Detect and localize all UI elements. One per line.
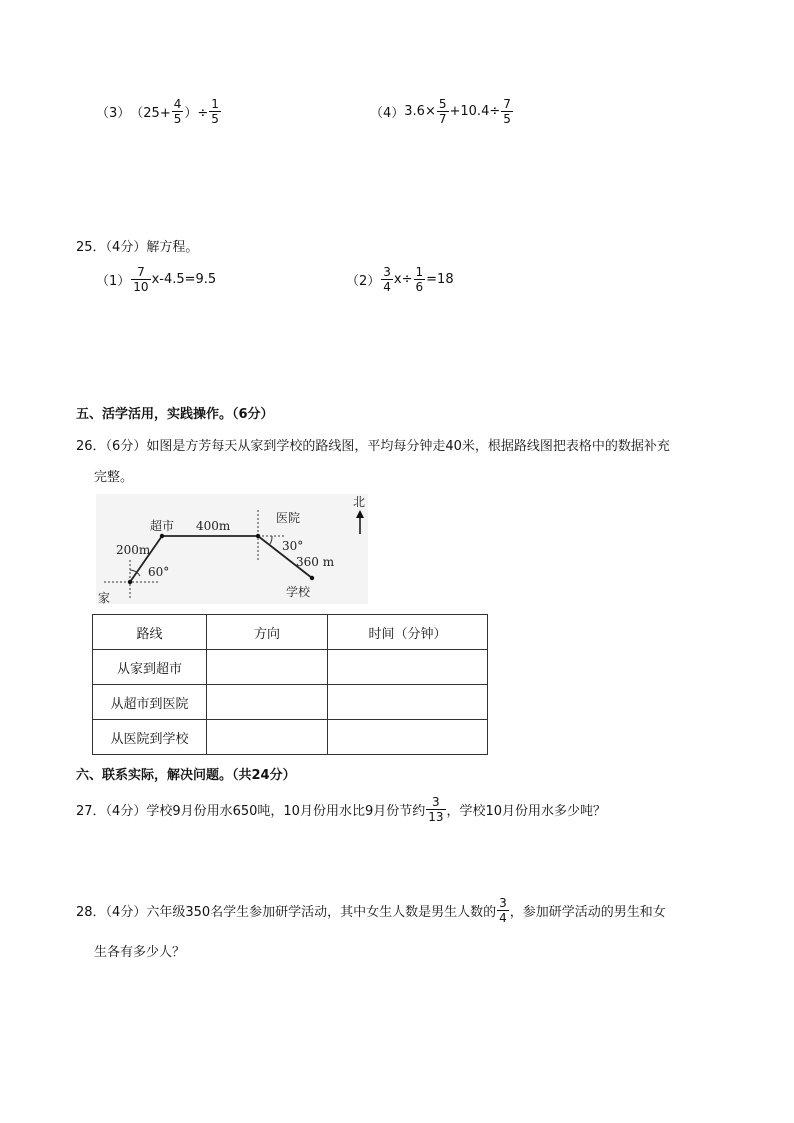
label-distance-200: 200m — [116, 543, 151, 557]
q24-part3-label: （3） — [96, 106, 131, 121]
route-diagram — [96, 494, 368, 604]
label-angle-60: 60° — [148, 565, 170, 579]
table-row — [93, 720, 488, 755]
section-6-title: 六、联系实际，解决问题。（共24分） — [76, 768, 296, 783]
section-5-title: 五、活学活用，实践操作。（6分） — [76, 407, 274, 422]
fraction: $\frac{5}{7}$ — [438, 97, 447, 126]
fraction: $\frac{3}{4}$ — [383, 265, 391, 294]
q25-part1-label: （1） — [96, 274, 131, 289]
table-row — [93, 685, 488, 720]
q25-title: 25．（4分）解方程。 — [76, 240, 199, 255]
label-home: 家 — [98, 591, 111, 604]
label-school: 学校 — [286, 585, 311, 599]
route-table — [92, 614, 488, 755]
home-point — [128, 580, 132, 584]
q28-line2: 生各有多少人？ — [94, 945, 186, 960]
q24-part3 — [96, 98, 222, 125]
supermarket-point — [160, 534, 164, 538]
table-cell-route: 从医院到学校 — [93, 720, 207, 755]
q27-text-pre: 27．（4分）学校9月份用水650吨，10月份用水比9月份节约 — [76, 804, 426, 819]
fraction: $\frac{7}{10}$ — [133, 265, 149, 294]
q25-part2 — [346, 266, 454, 293]
school-point — [310, 576, 314, 580]
q26-line2: 完整。 — [94, 470, 134, 485]
table-cell-time-blank[interactable] — [328, 685, 488, 720]
fraction: $\frac{3}{4}$ — [499, 896, 507, 925]
fraction: $\frac{1}{5}$ — [211, 97, 219, 126]
q25-part2-mid: x÷ — [393, 272, 413, 287]
q24-part3-mid: ）÷ — [184, 106, 209, 121]
q27 — [76, 796, 606, 823]
q28-text-post: ，参加研学活动的男生和女 — [509, 905, 666, 920]
hospital-point — [256, 534, 260, 538]
fraction: $\frac{7}{5}$ — [503, 97, 511, 126]
label-distance-400: 400m — [196, 519, 231, 533]
table-cell-direction-blank[interactable] — [207, 650, 328, 685]
q24-part4-label: （4） — [370, 106, 405, 121]
table-cell-route: 从超市到医院 — [93, 685, 207, 720]
table-header-row — [93, 615, 488, 650]
table-header-direction: 方向 — [207, 615, 328, 650]
label-north: 北 — [353, 495, 366, 509]
q28-text-pre: 28．（4分）六年级350名学生参加研学活动，其中女生人数是男生人数的 — [76, 905, 497, 920]
q24-part3-pre: （25+ — [130, 106, 171, 121]
label-angle-30: 30° — [282, 539, 304, 553]
fraction: $\frac{4}{5}$ — [173, 97, 182, 126]
table-header-route: 路线 — [93, 615, 207, 650]
table-cell-time-blank[interactable] — [328, 720, 488, 755]
q24-part4-pre: 3.6× — [404, 104, 436, 119]
q27-text-post: ，学校10月份用水多少吨？ — [446, 804, 607, 819]
q25-part1-rest: x-4.5=9.5 — [151, 272, 217, 287]
table-row — [93, 650, 488, 685]
q25-part2-label: （2） — [346, 274, 381, 289]
q24-part4-mid: +10.4÷ — [449, 104, 501, 119]
q24-part4 — [370, 98, 514, 125]
table-cell-direction-blank[interactable] — [207, 685, 328, 720]
label-supermarket: 超市 — [150, 519, 175, 533]
fraction: $\frac{3}{13}$ — [428, 795, 444, 824]
table-cell-time-blank[interactable] — [328, 650, 488, 685]
q25-part2-rest: =18 — [426, 272, 454, 287]
q28-line1 — [76, 897, 666, 924]
table-cell-direction-blank[interactable] — [207, 720, 328, 755]
label-hospital: 医院 — [276, 511, 301, 525]
label-distance-360: 360 m — [296, 555, 335, 569]
fraction: $\frac{1}{6}$ — [415, 265, 424, 294]
table-cell-route: 从家到超市 — [93, 650, 207, 685]
q25-part1 — [96, 266, 216, 293]
table-header-time: 时间（分钟） — [328, 615, 488, 650]
q26-line1: 26．（6分）如图是方芳每天从家到学校的路线图，平均每分钟走40米，根据路线图把表格中的数据补充 — [76, 439, 670, 454]
